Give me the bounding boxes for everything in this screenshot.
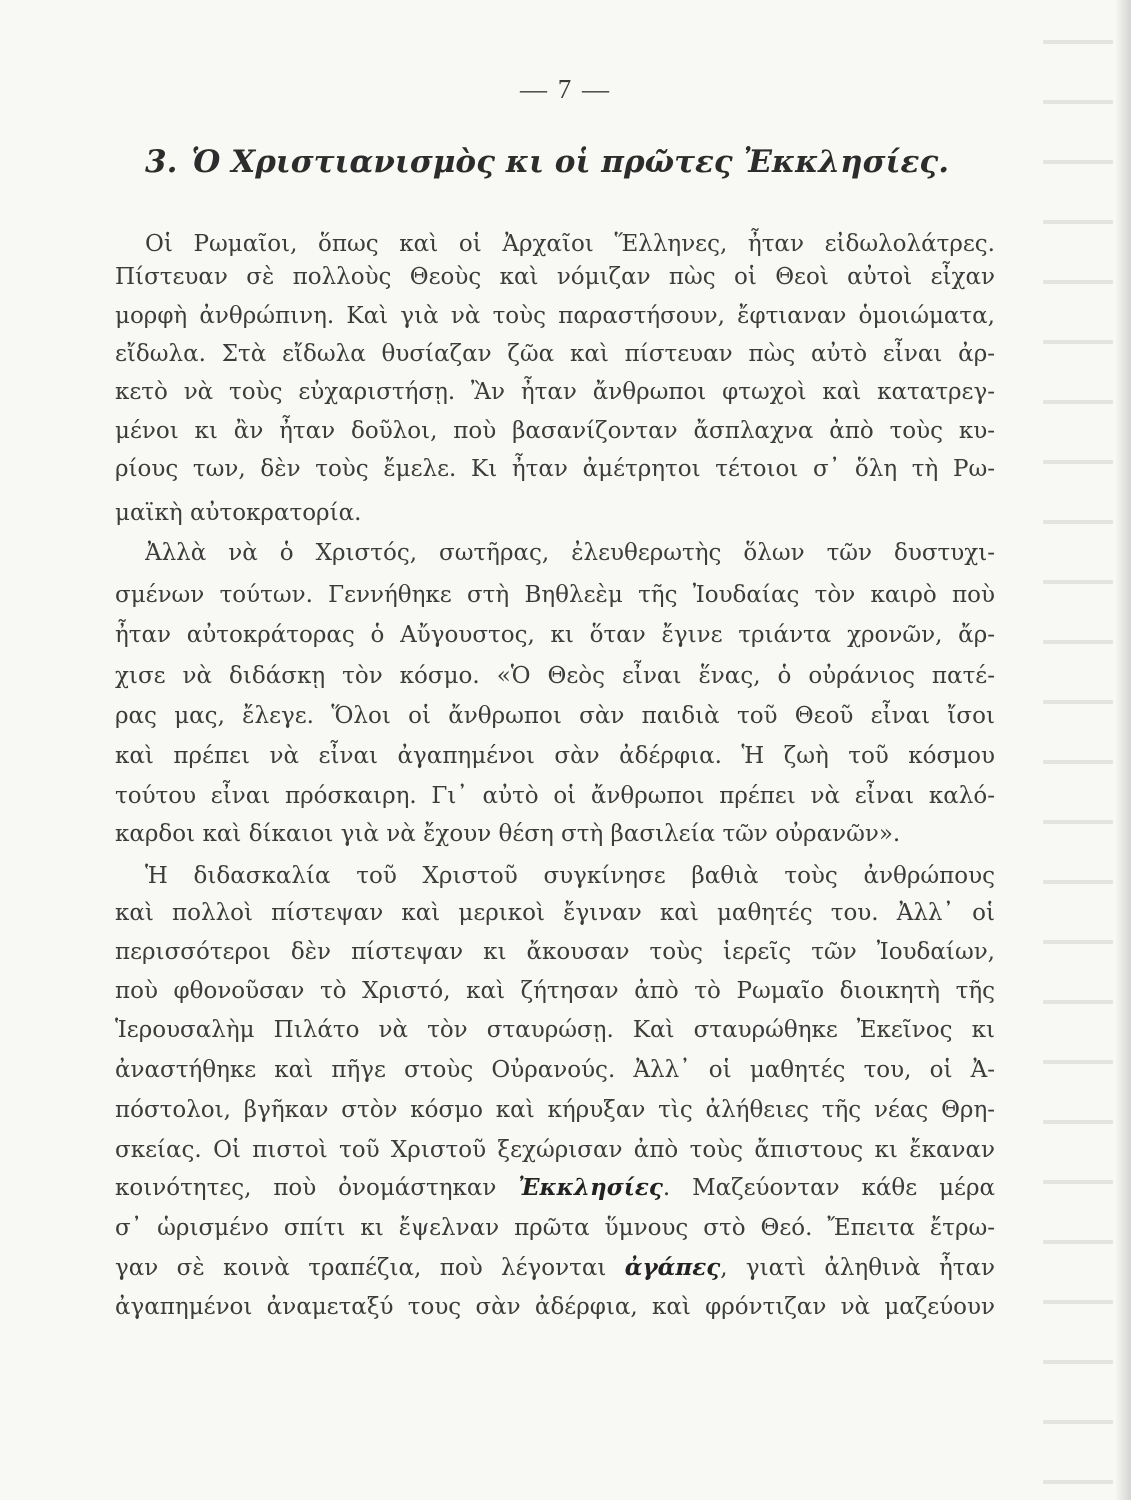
text-line: καρδοι καὶ δίκαιοι γιὰ νὰ ἔχουν θέση στὴ βασιλεία τῶν οὐρανῶν». [115, 821, 901, 847]
text-line: μορφὴ ἀνθρώπινη. Καὶ γιὰ νὰ τοὺς παραστήσουν, ἔφτιαναν ὁμοιώματα, [115, 303, 995, 329]
text-line: Ἡ διδασκαλία τοῦ Χριστοῦ συγκίνησε βαθιὰ τοὺς ἀνθρώπους [145, 863, 995, 889]
text-line: Πίστευαν σὲ πολλοὺς Θεοὺς καὶ νόμιζαν πὼς οἱ Θεοὶ αὐτοὶ εἶχαν [115, 264, 995, 290]
text-line: πόστολοι, βγῆκαν στὸν κόσμο καὶ κήρυξαν τὶς ἀλήθειες τῆς νέας Θρη- [115, 1097, 995, 1123]
text-line: χισε νὰ διδάσκῃ τὸν κόσμο. «Ὁ Θεὸς εἶναι ἕνας, ὁ οὐράνιος πατέ- [115, 663, 995, 689]
chapter-title-text: Ὁ Χριστιανισμὸς κι οἱ πρῶτες Ἐκκλησίες. [191, 144, 950, 180]
text-line: εἴδωλα. Στὰ εἴδωλα θυσίαζαν ζῶα καὶ πίστευαν πὼς αὐτὸ εἶναι ἀρ- [115, 341, 995, 367]
text-line: ποὺ φθονοῦσαν τὸ Χριστό, καὶ ζήτησαν ἀπὸ τὸ Ρωμαῖο διοικητὴ τῆς [115, 978, 995, 1004]
text-line: σ᾿ ὡρισμένο σπίτι κι ἔψελναν πρῶτα ὕμνους στὸ Θεό. Ἔπειτα ἔτρω- [115, 1215, 995, 1241]
text-line: σκείας. Οἱ πιστοὶ τοῦ Χριστοῦ ξεχώρισαν ἀπὸ τοὺς ἄπιστους κι ἔκαναν [115, 1137, 995, 1163]
text-line: τούτου εἶναι πρόσκαιρη. Γι᾿ αὐτὸ οἱ ἄνθρωποι πρέπει νὰ εἶναι καλό- [115, 783, 995, 809]
text-line-with-emphasis [115, 1172, 995, 1204]
text-line: μαϊκὴ αὐτοκρατορία. [115, 500, 362, 526]
text-line: ρας μας, ἔλεγε. Ὅλοι οἱ ἄνθρωποι σὰν παιδιὰ τοῦ Θεοῦ εἶναι ἴσοι [115, 703, 995, 729]
text-line: περισσότεροι δὲν πίστεψαν κι ἄκουσαν τοὺς ἱερεῖς τῶν Ἰουδαίων, [115, 939, 995, 965]
page-number: — 7 — [520, 74, 611, 104]
text-line: σμένων τούτων. Γεννήθηκε στὴ Βηθλεὲμ τῆς Ἰουδαίας τὸν καιρὸ ποὺ [115, 582, 995, 608]
chapter-number: 3. [145, 144, 178, 180]
text-line-with-emphasis [115, 1252, 995, 1284]
text-line: ἦταν αὐτοκράτορας ὁ Αὔγουστος, κι ὅταν ἔγινε τριάντα χρονῶν, ἄρ- [115, 622, 995, 648]
emphasized-term: Ἐκκλησίες [518, 1174, 663, 1201]
emphasized-term: ἀγάπες [624, 1254, 721, 1281]
text-line: ἀναστήθηκε καὶ πῆγε στοὺς Οὐρανούς. Ἀλλ᾿ οἱ μαθητές του, οἱ Ἀ- [115, 1057, 995, 1083]
text-fragment: γαν σὲ κοινὰ τραπέζια, ποὺ λέγονται [115, 1255, 625, 1281]
text-line: ρίους των, δὲν τοὺς ἔμελε. Κι ἦταν ἀμέτρητοι τέτοιοι σ᾿ ὅλη τὴ Ρω- [115, 456, 995, 482]
text-fragment: . Μαζεύονταν κάθε μέρα [662, 1175, 995, 1201]
text-fragment: κοινότητες, ποὺ ὀνομάστηκαν [115, 1175, 519, 1201]
text-line: καὶ πολλοὶ πίστεψαν καὶ μερικοὶ ἔγιναν καὶ μαθητές του. Ἀλλ᾿ οἱ [115, 900, 995, 926]
text-line: μένοι κι ἂν ἦταν δοῦλοι, ποὺ βασανίζονταν ἄσπλαχνα ἀπὸ τοὺς κυ- [115, 418, 995, 444]
text-fragment: , γιατὶ ἀληθινὰ ἦταν [720, 1255, 995, 1281]
text-line: καὶ πρέπει νὰ εἶναι ἀγαπημένοι σὰν ἀδέρφια. Ἡ ζωὴ τοῦ κόσμου [115, 743, 995, 769]
bleed-through-shadow [1043, 0, 1113, 1500]
text-line: ἀγαπημένοι ἀναμεταξύ τους σὰν ἀδέρφια, καὶ φρόντιζαν νὰ μαζεύουν [115, 1294, 995, 1320]
page-edge-shadow [1115, 0, 1131, 1500]
text-line: Ἀλλὰ νὰ ὁ Χριστός, σωτῆρας, ἐλευθερωτὴς ὅλων τῶν δυστυχι- [145, 540, 995, 566]
chapter-title [145, 144, 1005, 180]
text-line: Ἱερουσαλὴμ Πιλάτο νὰ τὸν σταυρώσῃ. Καὶ σταυρώθηκε Ἐκεῖνος κι [115, 1017, 995, 1043]
text-line: Οἱ Ρωμαῖοι, ὅπως καὶ οἱ Ἀρχαῖοι Ἕλληνες, ἦταν εἰδωλολάτρες. [145, 231, 995, 257]
text-line: κετὸ νὰ τοὺς εὐχαριστήσῃ. Ἂν ἦταν ἄνθρωποι φτωχοὶ καὶ κατατρεγ- [115, 379, 995, 405]
